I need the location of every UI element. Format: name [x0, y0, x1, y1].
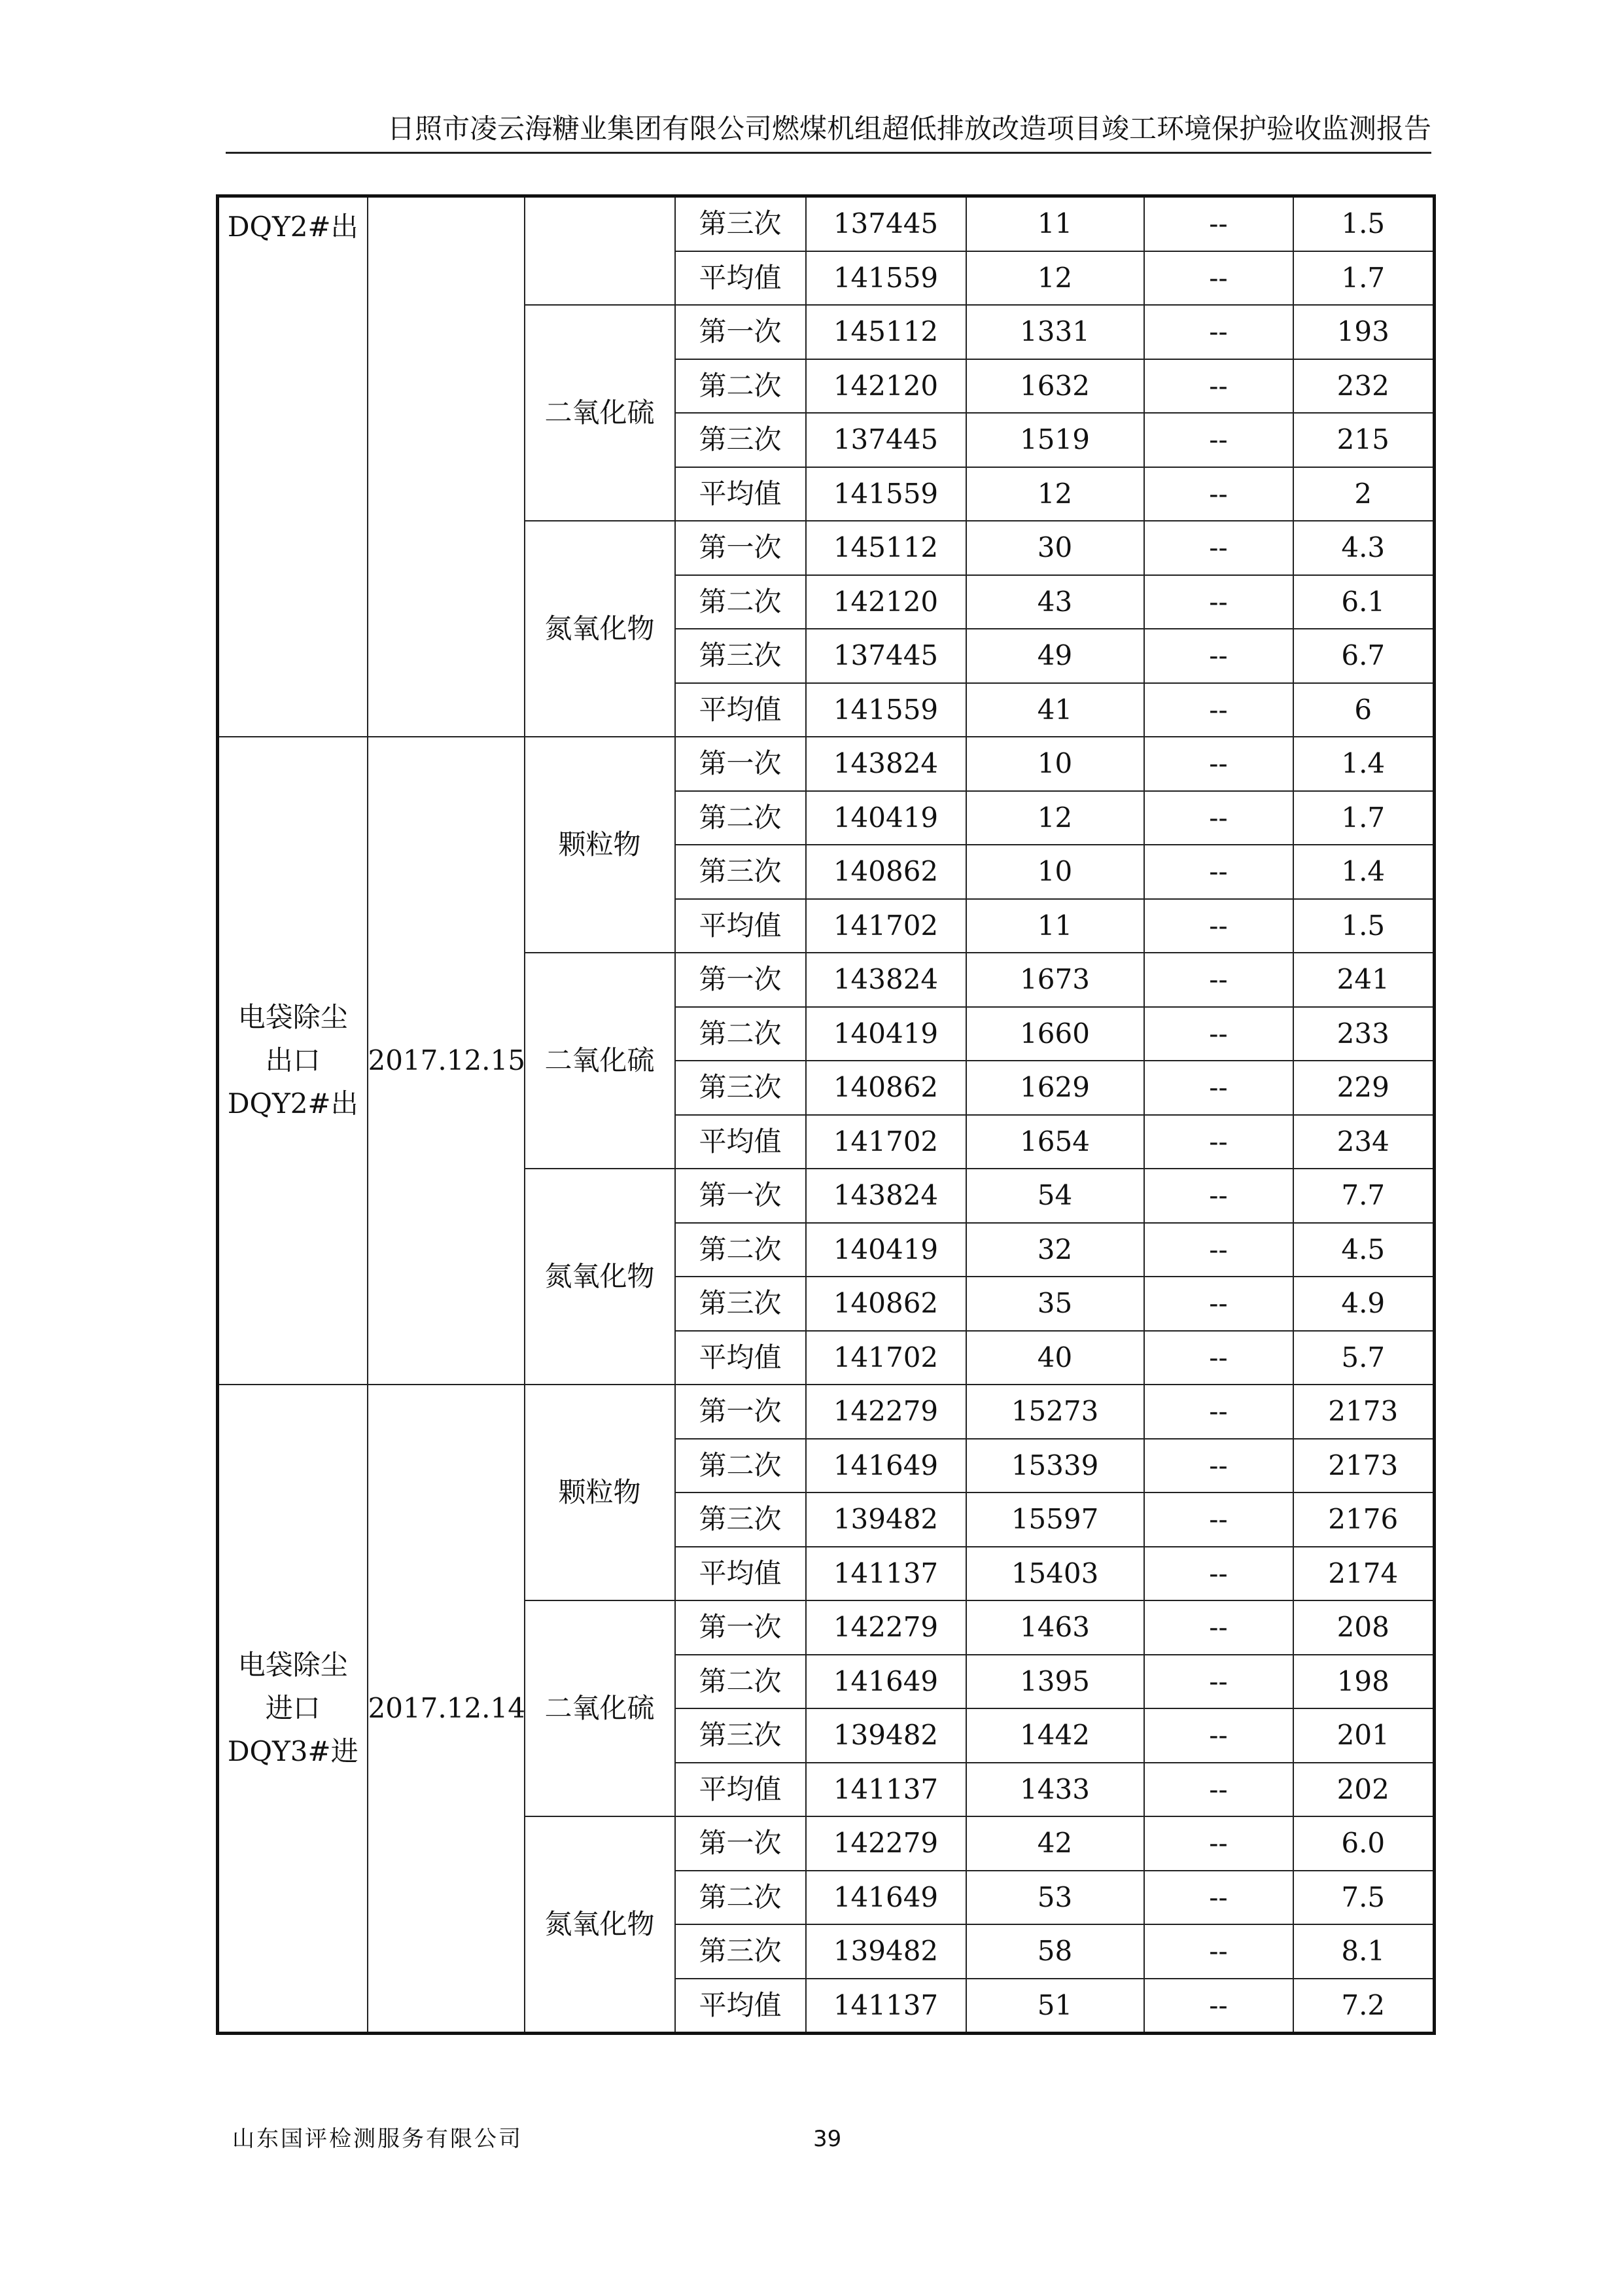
converted-value: -- — [1144, 899, 1293, 953]
concentration-value: 53 — [966, 1871, 1144, 1925]
measurement-label: 平均值 — [675, 251, 806, 306]
converted-value: -- — [1144, 1871, 1293, 1925]
emission-rate-value: 1.4 — [1293, 845, 1435, 899]
emission-rate-value: 7.5 — [1293, 1871, 1435, 1925]
flow-rate-value: 140862 — [806, 845, 966, 899]
converted-value: -- — [1144, 683, 1293, 737]
pollutant-cell: 颗粒物 — [525, 1385, 675, 1600]
emission-rate-value: 2 — [1293, 467, 1435, 521]
flow-rate-value: 141649 — [806, 1655, 966, 1709]
concentration-value: 51 — [966, 1979, 1144, 2034]
concentration-value: 32 — [966, 1223, 1144, 1277]
emission-rate-value: 6.0 — [1293, 1816, 1435, 1871]
measurement-label: 平均值 — [675, 1115, 806, 1169]
flow-rate-value: 141559 — [806, 467, 966, 521]
flow-rate-value: 141559 — [806, 683, 966, 737]
flow-rate-value: 141137 — [806, 1979, 966, 2034]
flow-rate-value: 141649 — [806, 1439, 966, 1493]
concentration-value: 54 — [966, 1169, 1144, 1223]
converted-value: -- — [1144, 1547, 1293, 1601]
concentration-value: 12 — [966, 467, 1144, 521]
emission-rate-value: 229 — [1293, 1061, 1435, 1115]
converted-value: -- — [1144, 1385, 1293, 1439]
emission-rate-value: 202 — [1293, 1763, 1435, 1817]
measurement-label: 第三次 — [675, 1277, 806, 1331]
measurement-label: 平均值 — [675, 1547, 806, 1601]
concentration-value: 42 — [966, 1816, 1144, 1871]
pollutant-cell: 氮氧化物 — [525, 521, 675, 737]
concentration-value: 15339 — [966, 1439, 1144, 1493]
emission-rate-value: 198 — [1293, 1655, 1435, 1709]
concentration-value: 11 — [966, 899, 1144, 953]
flow-rate-value: 141702 — [806, 899, 966, 953]
concentration-value: 40 — [966, 1331, 1144, 1385]
location-line: DQY2#出 — [227, 1087, 358, 1120]
converted-value: -- — [1144, 359, 1293, 414]
concentration-value: 15403 — [966, 1547, 1144, 1601]
converted-value: -- — [1144, 1655, 1293, 1709]
converted-value: -- — [1144, 629, 1293, 683]
measurement-label: 第一次 — [675, 737, 806, 791]
emission-rate-value: 7.2 — [1293, 1979, 1435, 2034]
flow-rate-value: 145112 — [806, 521, 966, 575]
concentration-value: 1629 — [966, 1061, 1144, 1115]
flow-rate-value: 141649 — [806, 1871, 966, 1925]
header-rule — [226, 152, 1431, 154]
converted-value: -- — [1144, 737, 1293, 791]
flow-rate-value: 141137 — [806, 1547, 966, 1601]
pollutant-cell: 二氧化硫 — [525, 953, 675, 1169]
emission-rate-value: 6.7 — [1293, 629, 1435, 683]
emission-rate-value: 4.9 — [1293, 1277, 1435, 1331]
concentration-value: 12 — [966, 251, 1144, 306]
measurement-label: 第一次 — [675, 1600, 806, 1655]
converted-value: -- — [1144, 1169, 1293, 1223]
emission-rate-value: 2173 — [1293, 1385, 1435, 1439]
pollutant-cell: 氮氧化物 — [525, 1169, 675, 1385]
flow-rate-value: 140862 — [806, 1061, 966, 1115]
flow-rate-value: 137445 — [806, 196, 966, 251]
emission-rate-value: 2173 — [1293, 1439, 1435, 1493]
emission-rate-value: 232 — [1293, 359, 1435, 414]
emission-rate-value: 1.7 — [1293, 251, 1435, 306]
measurement-label: 第二次 — [675, 791, 806, 845]
concentration-value: 1433 — [966, 1763, 1144, 1817]
flow-rate-value: 140419 — [806, 1223, 966, 1277]
emission-rate-value: 2176 — [1293, 1492, 1435, 1547]
converted-value: -- — [1144, 1979, 1293, 2034]
concentration-value: 1673 — [966, 953, 1144, 1007]
emission-rate-value: 1.5 — [1293, 899, 1435, 953]
concentration-value: 49 — [966, 629, 1144, 683]
pollutant-cell — [525, 196, 675, 306]
concentration-value: 11 — [966, 196, 1144, 251]
location-line: 电袋除尘 — [237, 1649, 348, 1681]
measurement-label: 平均值 — [675, 1763, 806, 1817]
measurement-label: 平均值 — [675, 467, 806, 521]
flow-rate-value: 139482 — [806, 1708, 966, 1763]
converted-value: -- — [1144, 1492, 1293, 1547]
measurement-label: 第三次 — [675, 413, 806, 467]
emission-rate-value: 208 — [1293, 1600, 1435, 1655]
measurement-label: 第三次 — [675, 1708, 806, 1763]
pollutant-cell: 二氧化硫 — [525, 305, 675, 521]
emission-rate-value: 1.7 — [1293, 791, 1435, 845]
measurement-label: 第三次 — [675, 196, 806, 251]
emission-rate-value: 2174 — [1293, 1547, 1435, 1601]
concentration-value: 15597 — [966, 1492, 1144, 1547]
converted-value: -- — [1144, 1331, 1293, 1385]
measurement-label: 第一次 — [675, 1169, 806, 1223]
converted-value: -- — [1144, 845, 1293, 899]
flow-rate-value: 141559 — [806, 251, 966, 306]
date-cell: 2017.12.15 — [368, 737, 525, 1385]
flow-rate-value: 142120 — [806, 575, 966, 629]
converted-value: -- — [1144, 1223, 1293, 1277]
table-row — [218, 1385, 1435, 1439]
location-line: DQY3#进 — [227, 1735, 358, 1767]
location-line: 进口 — [265, 1692, 321, 1724]
converted-value: -- — [1144, 791, 1293, 845]
concentration-value: 1442 — [966, 1708, 1144, 1763]
concentration-value: 58 — [966, 1924, 1144, 1979]
flow-rate-value: 142279 — [806, 1600, 966, 1655]
flow-rate-value: 140419 — [806, 1007, 966, 1061]
flow-rate-value: 141137 — [806, 1763, 966, 1817]
flow-rate-value: 143824 — [806, 1169, 966, 1223]
emission-rate-value: 241 — [1293, 953, 1435, 1007]
measurement-label: 第一次 — [675, 953, 806, 1007]
flow-rate-value: 142279 — [806, 1816, 966, 1871]
footer-company: 山东国评检测服务有限公司 — [232, 2126, 523, 2152]
measurement-label: 第一次 — [675, 1385, 806, 1439]
measurement-label: 平均值 — [675, 683, 806, 737]
converted-value: -- — [1144, 305, 1293, 359]
measurement-label: 平均值 — [675, 899, 806, 953]
converted-value: -- — [1144, 1007, 1293, 1061]
emission-rate-value: 6.1 — [1293, 575, 1435, 629]
converted-value: -- — [1144, 1708, 1293, 1763]
measurement-label: 第二次 — [675, 359, 806, 414]
emission-rate-value: 8.1 — [1293, 1924, 1435, 1979]
emission-rate-value: 4.3 — [1293, 521, 1435, 575]
converted-value: -- — [1144, 521, 1293, 575]
measurement-label: 第二次 — [675, 1655, 806, 1709]
emission-rate-value: 234 — [1293, 1115, 1435, 1169]
emission-rate-value: 6 — [1293, 683, 1435, 737]
converted-value: -- — [1144, 575, 1293, 629]
emission-rate-value: 193 — [1293, 305, 1435, 359]
converted-value: -- — [1144, 196, 1293, 251]
converted-value: -- — [1144, 1277, 1293, 1331]
date-cell: 2017.12.14 — [368, 1385, 525, 2034]
concentration-value: 12 — [966, 791, 1144, 845]
emission-rate-value: 201 — [1293, 1708, 1435, 1763]
flow-rate-value: 143824 — [806, 953, 966, 1007]
measurement-label: 平均值 — [675, 1979, 806, 2034]
emission-rate-value: 4.5 — [1293, 1223, 1435, 1277]
monitoring-data-table — [216, 194, 1436, 2035]
concentration-value: 1660 — [966, 1007, 1144, 1061]
converted-value: -- — [1144, 1924, 1293, 1979]
table-row — [218, 737, 1435, 791]
emission-rate-value: 215 — [1293, 413, 1435, 467]
measurement-label: 第三次 — [675, 629, 806, 683]
converted-value: -- — [1144, 953, 1293, 1007]
flow-rate-value: 137445 — [806, 629, 966, 683]
converted-value: -- — [1144, 1061, 1293, 1115]
measurement-label: 第二次 — [675, 1223, 806, 1277]
emission-rate-value: 1.5 — [1293, 196, 1435, 251]
location-cell — [218, 196, 368, 737]
flow-rate-value: 145112 — [806, 305, 966, 359]
emission-rate-value: 5.7 — [1293, 1331, 1435, 1385]
flow-rate-value: 139482 — [806, 1924, 966, 1979]
measurement-label: 第二次 — [675, 1871, 806, 1925]
report-header-title: 日照市凌云海糖业集团有限公司燃煤机组超低排放改造项目竣工环境保护验收监测报告 — [387, 113, 1431, 145]
converted-value: -- — [1144, 1600, 1293, 1655]
converted-value: -- — [1144, 1763, 1293, 1817]
converted-value: -- — [1144, 251, 1293, 306]
measurement-label: 第三次 — [675, 1061, 806, 1115]
converted-value: -- — [1144, 413, 1293, 467]
flow-rate-value: 142120 — [806, 359, 966, 414]
measurement-label: 第一次 — [675, 521, 806, 575]
flow-rate-value: 140862 — [806, 1277, 966, 1331]
concentration-value: 1654 — [966, 1115, 1144, 1169]
measurement-label: 第二次 — [675, 1007, 806, 1061]
concentration-value: 30 — [966, 521, 1144, 575]
concentration-value: 1463 — [966, 1600, 1144, 1655]
flow-rate-value: 143824 — [806, 737, 966, 791]
converted-value: -- — [1144, 467, 1293, 521]
concentration-value: 10 — [966, 737, 1144, 791]
pollutant-cell: 氮氧化物 — [525, 1816, 675, 2034]
concentration-value: 1519 — [966, 413, 1144, 467]
emission-rate-value: 233 — [1293, 1007, 1435, 1061]
measurement-label: 第三次 — [675, 845, 806, 899]
concentration-value: 1395 — [966, 1655, 1144, 1709]
concentration-value: 15273 — [966, 1385, 1144, 1439]
flow-rate-value: 137445 — [806, 413, 966, 467]
flow-rate-value: 142279 — [806, 1385, 966, 1439]
location-cell — [218, 737, 368, 1385]
location-text: DQY2#出 — [227, 211, 358, 243]
measurement-label: 平均值 — [675, 1331, 806, 1385]
concentration-value: 10 — [966, 845, 1144, 899]
measurement-label: 第二次 — [675, 1439, 806, 1493]
measurement-label: 第一次 — [675, 305, 806, 359]
emission-rate-value: 7.7 — [1293, 1169, 1435, 1223]
measurement-label: 第一次 — [675, 1816, 806, 1871]
flow-rate-value: 141702 — [806, 1115, 966, 1169]
footer-page-number: 39 — [813, 2126, 842, 2152]
concentration-value: 1331 — [966, 305, 1144, 359]
location-line: 电袋除尘 — [237, 1001, 348, 1033]
measurement-label: 第三次 — [675, 1924, 806, 1979]
pollutant-cell: 颗粒物 — [525, 737, 675, 953]
location-cell — [218, 1385, 368, 2034]
flow-rate-value: 141702 — [806, 1331, 966, 1385]
measurement-label: 第三次 — [675, 1492, 806, 1547]
converted-value: -- — [1144, 1439, 1293, 1493]
concentration-value: 1632 — [966, 359, 1144, 414]
concentration-value: 35 — [966, 1277, 1144, 1331]
concentration-value: 41 — [966, 683, 1144, 737]
date-cell — [368, 196, 525, 737]
flow-rate-value: 139482 — [806, 1492, 966, 1547]
pollutant-cell: 二氧化硫 — [525, 1600, 675, 1816]
table-row — [218, 196, 1435, 251]
converted-value: -- — [1144, 1115, 1293, 1169]
emission-rate-value: 1.4 — [1293, 737, 1435, 791]
converted-value: -- — [1144, 1816, 1293, 1871]
flow-rate-value: 140419 — [806, 791, 966, 845]
concentration-value: 43 — [966, 575, 1144, 629]
measurement-label: 第二次 — [675, 575, 806, 629]
location-line: 出口 — [265, 1044, 321, 1076]
